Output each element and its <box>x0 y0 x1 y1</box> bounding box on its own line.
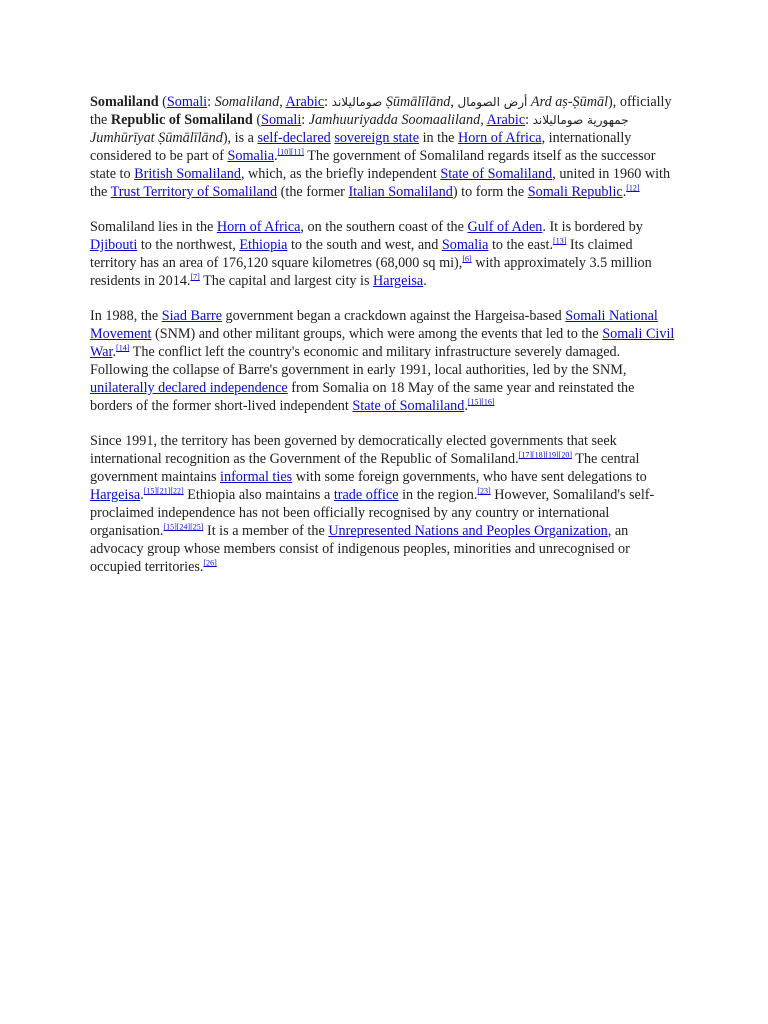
citation-link[interactable]: [13] <box>553 236 567 246</box>
text-run: . <box>140 487 144 503</box>
wiki-link[interactable]: Ethiopia <box>239 237 288 253</box>
citation <box>163 522 176 531</box>
text-run: : <box>207 94 215 110</box>
wiki-link[interactable]: Gulf of Aden <box>467 219 543 235</box>
citation <box>177 522 190 531</box>
text-run: The government of Somaliland regards itself as the successor state to <box>90 148 656 182</box>
arabic-text: جمهورية صوماليلاند <box>532 113 629 127</box>
citation-link[interactable]: [6] <box>462 254 472 264</box>
citation-link[interactable]: [11] <box>290 147 304 157</box>
citation-link[interactable]: [16] <box>481 397 495 407</box>
text-run: (SNM) and other militant groups, which were among the events that led to the <box>151 326 603 342</box>
text-run: Its claimed territory has an area of 176,120 square kilometres (68,000 sq mi), <box>90 237 633 271</box>
wiki-link[interactable]: Horn of Africa <box>216 219 301 235</box>
text-run: , an advocacy group whose members consist of indigenous peoples, minorities and unrecognised or occupied territories. <box>90 523 630 575</box>
text-run: , on the southern coast of the <box>300 219 468 235</box>
text-run: . <box>274 148 278 164</box>
citation-link[interactable]: [15] <box>467 397 482 407</box>
wiki-link[interactable]: Djibouti <box>90 237 138 253</box>
text-run: The conflict left the country's economic and military infrastructure severely damaged. Following the collapse of Barre's government in early 1991, local authorities, led by the SNM, <box>90 344 627 378</box>
citation-link[interactable]: [19] <box>545 450 559 460</box>
text-run: with approximately 3.5 million residents in 2014. <box>90 255 652 289</box>
citation <box>291 147 304 156</box>
text-run: ), is a <box>222 130 258 146</box>
text-run: However, Somaliland's self-proclaimed independence has not been officially recognised by any country or international organisation. <box>90 487 655 539</box>
wiki-link[interactable]: Arabic <box>285 94 325 110</box>
transliteration: Ard aṣ-Ṣūmāl <box>530 94 609 110</box>
bold-term: Somaliland <box>90 94 159 110</box>
wiki-link[interactable]: Trust Territory of Somaliland <box>110 184 278 200</box>
wiki-link[interactable]: informal ties <box>220 469 293 485</box>
citation <box>545 450 558 459</box>
wiki-link[interactable]: self-declared <box>257 130 331 146</box>
paragraph-intro <box>90 93 680 201</box>
text-run: to the south and west, and <box>287 237 442 253</box>
text-run: , <box>450 94 458 110</box>
text-run: ( <box>252 112 262 128</box>
text-run: : <box>525 112 533 128</box>
paragraph-geography <box>90 218 680 290</box>
citation <box>626 183 639 192</box>
citation-link[interactable]: [17] <box>518 450 532 460</box>
text-run: Somaliland lies in the <box>90 219 217 235</box>
text-run: (the former <box>277 184 349 200</box>
wiki-link[interactable]: unilaterally declared independence <box>90 380 288 396</box>
text-run: The capital and largest city is <box>199 273 374 289</box>
text-run: . <box>622 184 627 200</box>
citation-link[interactable]: [15] <box>143 486 158 496</box>
transliteration: Ṣūmālīlānd <box>385 94 451 110</box>
citation-link[interactable]: [26] <box>203 558 217 568</box>
text-run: ), officially the <box>90 94 672 128</box>
wiki-link[interactable]: Unrepresented Nations and Peoples Organization <box>328 523 608 539</box>
citation-link[interactable]: [14] <box>116 343 130 353</box>
text-run: in the <box>419 130 459 146</box>
citation-link[interactable]: [24] <box>176 522 191 532</box>
paragraph-recognition <box>90 432 680 576</box>
wiki-link[interactable]: Italian Somaliland <box>348 184 453 200</box>
text-run: It is a member of the <box>203 523 329 539</box>
citation <box>157 486 170 495</box>
wiki-link[interactable]: Somali <box>261 112 302 128</box>
text-run: government began a crackdown against the Hargeisa-based <box>222 308 566 324</box>
citation <box>144 486 157 495</box>
citation <box>553 236 566 245</box>
wiki-link[interactable]: British Somaliland <box>134 166 241 182</box>
wiki-link[interactable]: Arabic <box>486 112 526 128</box>
transliteration: Jamhuuriyadda Soomaaliland <box>308 112 481 128</box>
citation <box>203 558 216 567</box>
text-run: from Somalia on 18 May of the same year and reinstated the borders of the former short-lived independent <box>90 380 635 414</box>
citation <box>116 343 129 352</box>
citation-link[interactable]: [21] <box>157 486 171 496</box>
text-run: Ethiopia also maintains a <box>183 487 334 503</box>
citation <box>170 486 183 495</box>
wiki-link[interactable]: Somali National Movement <box>90 308 658 342</box>
citation <box>532 450 545 459</box>
text-run: : <box>324 94 332 110</box>
text-run: , <box>480 112 487 128</box>
text-run: , <box>279 94 286 110</box>
text-run: , internationally considered to be part of <box>90 130 632 164</box>
citation-link[interactable]: [12] <box>626 183 640 193</box>
text-run: ) to form the <box>452 184 528 200</box>
text-run: The central government maintains <box>90 451 640 485</box>
text-run: ( <box>158 94 167 110</box>
text-run: , united in 1960 with the <box>90 166 671 200</box>
citation <box>462 254 471 263</box>
transliteration: Somaliland <box>214 94 280 110</box>
citation <box>559 450 572 459</box>
text-run: to the east. <box>488 237 554 253</box>
bold-term: Republic of Somaliland <box>110 112 253 128</box>
text-run: to the northwest, <box>137 237 240 253</box>
wiki-link[interactable]: Somali Civil War <box>90 326 675 360</box>
citation-link[interactable]: [23] <box>477 486 491 496</box>
wiki-link[interactable]: Hargeisa <box>90 487 141 503</box>
wiki-link[interactable]: Somali <box>166 94 208 110</box>
text-run: In 1988, the <box>90 308 162 324</box>
citation-link[interactable]: [22] <box>170 486 184 496</box>
wiki-link[interactable]: trade office <box>333 487 399 503</box>
transliteration: Jumhūrīyat Ṣūmālīlānd <box>90 130 223 146</box>
text-run: with some foreign governments, who have sent delegations to <box>292 469 647 485</box>
citation-link[interactable]: [18] <box>532 450 546 460</box>
citation-link[interactable]: [7] <box>190 272 200 282</box>
arabic-text: صوماليلاند <box>331 95 383 109</box>
paragraph-history <box>90 307 680 415</box>
citation <box>190 522 203 531</box>
citation-link[interactable]: [20] <box>558 450 572 460</box>
wiki-link[interactable]: Horn of Africa <box>458 130 542 146</box>
citation-link[interactable]: [10] <box>277 147 291 157</box>
text-run: . <box>112 344 117 360</box>
citation <box>190 272 199 281</box>
wiki-link[interactable]: Siad Barre <box>161 308 222 324</box>
wiki-link[interactable]: Somalia <box>441 237 489 253</box>
text-run: in the region. <box>398 487 478 503</box>
citation <box>519 450 532 459</box>
text-run: : <box>301 112 309 128</box>
article-body <box>90 93 680 593</box>
citation <box>278 147 291 156</box>
text-run: . <box>423 273 427 289</box>
wiki-link[interactable]: State of Somaliland <box>352 398 465 414</box>
citation <box>468 397 481 406</box>
wiki-link[interactable]: State of Somaliland <box>440 166 553 182</box>
wiki-link[interactable]: Hargeisa <box>373 273 424 289</box>
text-run: . <box>464 398 468 414</box>
wiki-link[interactable]: sovereign state <box>334 130 420 146</box>
wiki-link[interactable]: Somalia <box>227 148 274 164</box>
citation-link[interactable]: [25] <box>190 522 204 532</box>
citation <box>481 397 494 406</box>
text-run: Since 1991, the territory has been governed by democratically elected governments that seek international recognition as the Government of the Republic of Somaliland. <box>90 433 617 467</box>
text-run: , which, as the briefly independent <box>240 166 441 182</box>
citation-link[interactable]: [15] <box>163 522 177 532</box>
citation <box>477 486 490 495</box>
wiki-link[interactable]: Somali Republic <box>527 184 623 200</box>
arabic-text: أرض الصومال <box>457 95 528 109</box>
text-run: . It is bordered by <box>542 219 643 235</box>
